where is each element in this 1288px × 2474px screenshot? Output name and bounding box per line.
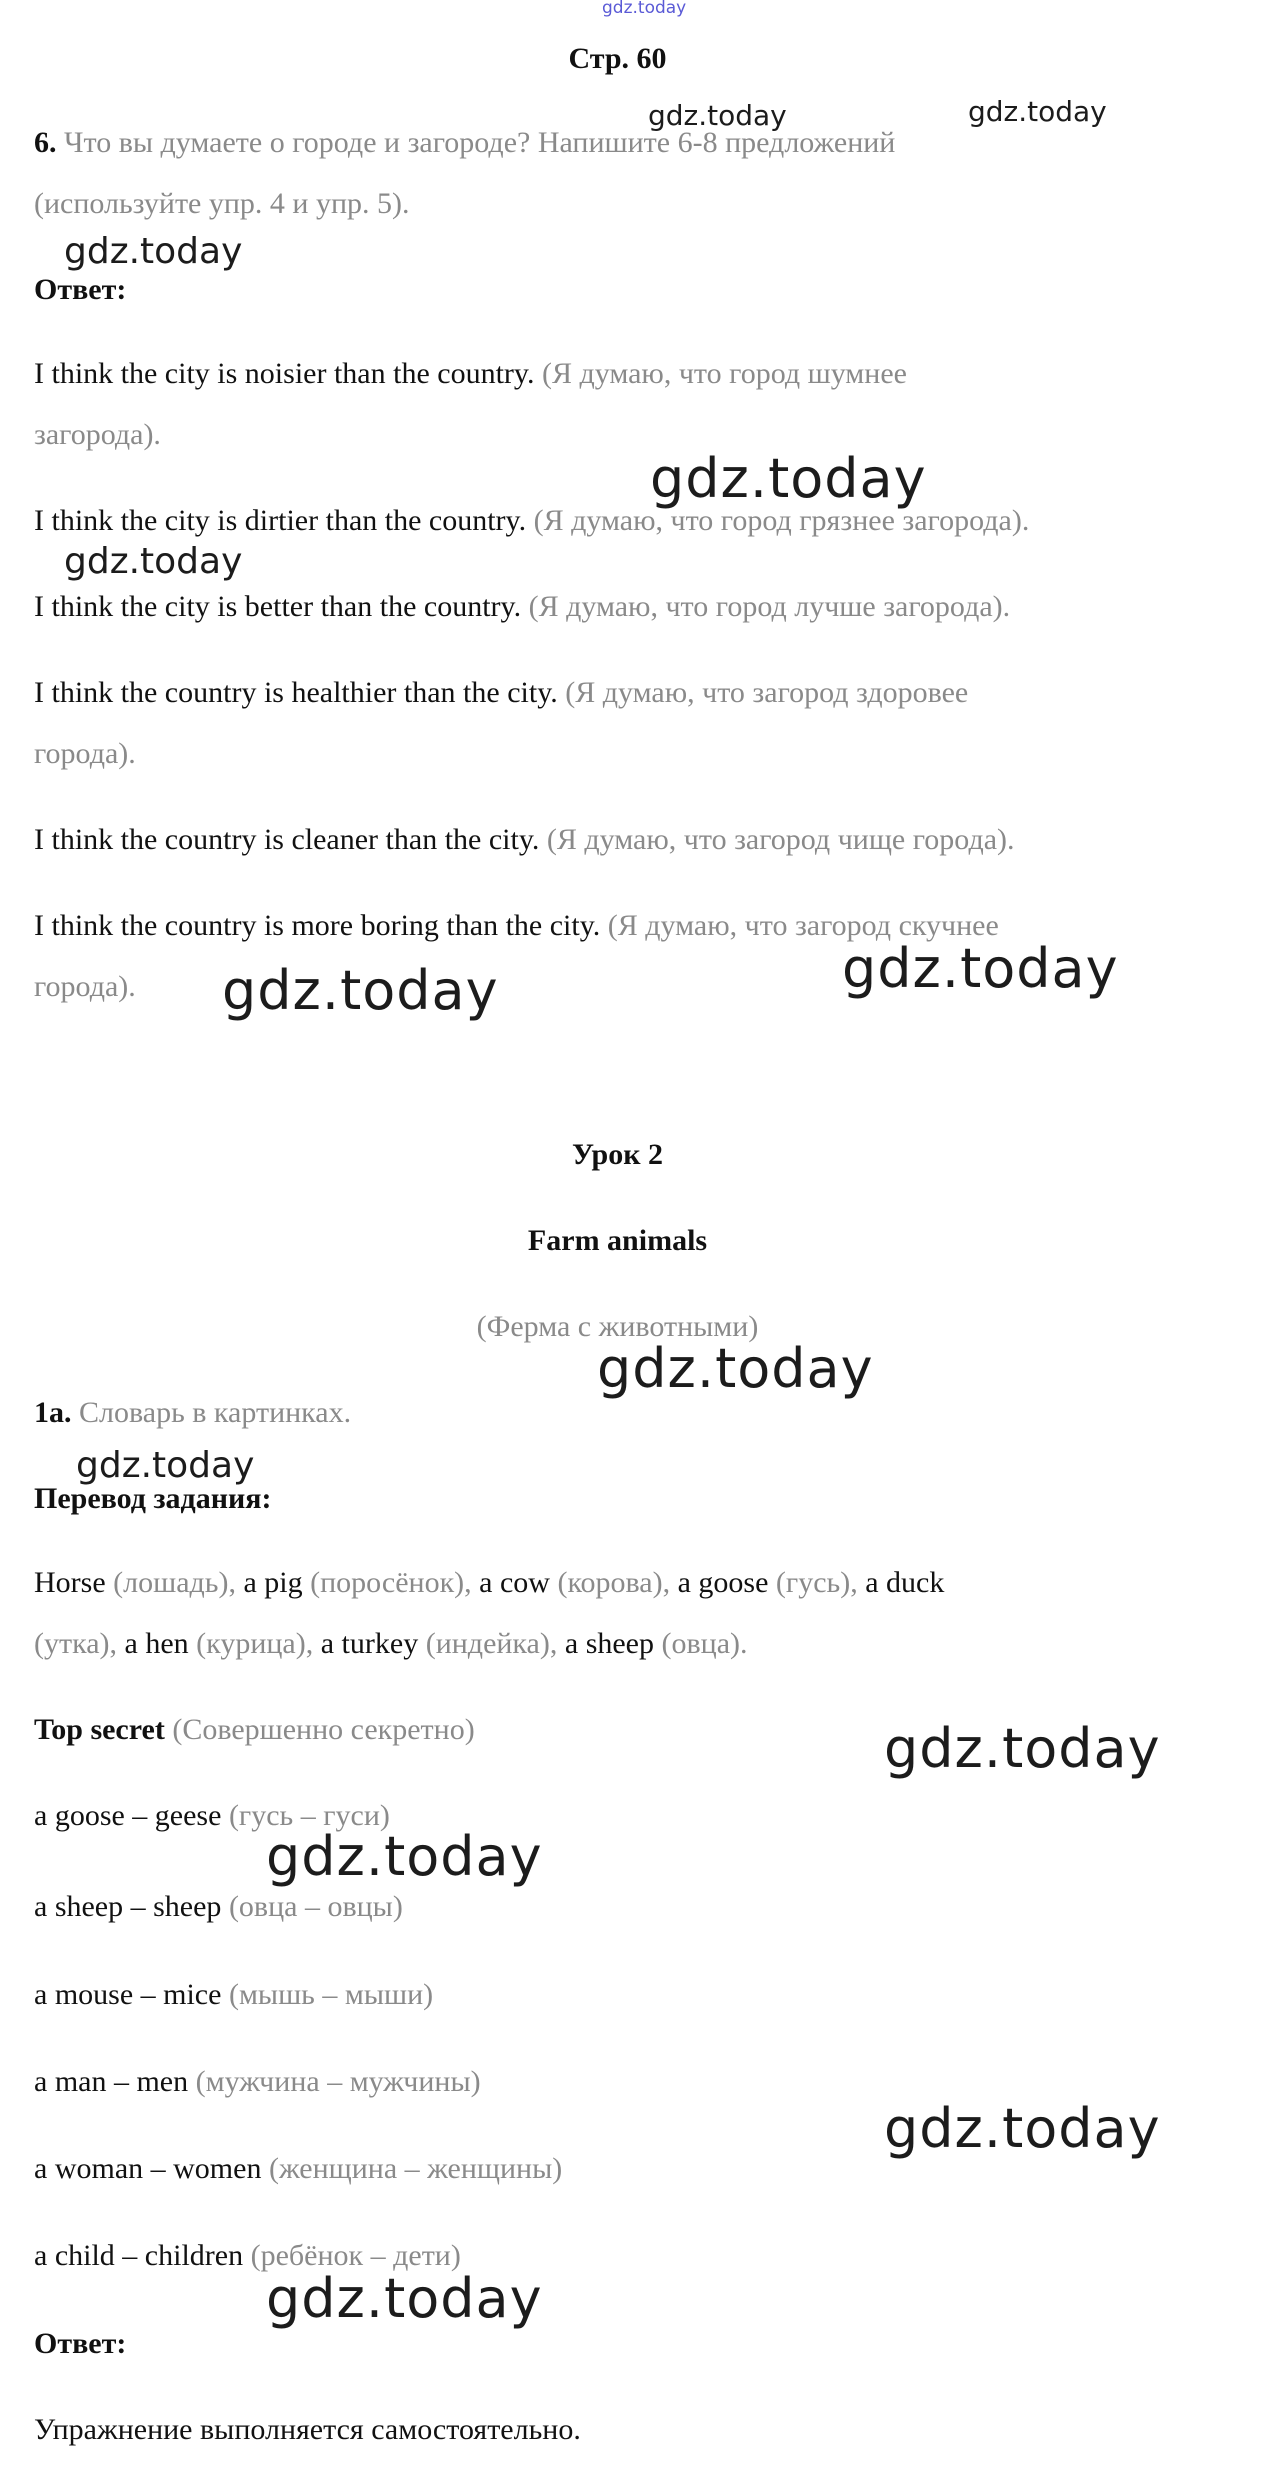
vocab-ru: (индейка),: [418, 1627, 565, 1660]
vocab-ru: (гусь),: [768, 1566, 866, 1599]
task1a: [34, 1396, 351, 1430]
answer-label-1: Ответ:: [34, 273, 127, 306]
sentence-en: I think the country is cleaner than the city.: [34, 823, 540, 856]
watermark: gdz.today: [266, 2267, 543, 2330]
vocab-ru: (лошадь),: [105, 1566, 244, 1599]
task6-line2: (используйте упр. 4 и упр. 5).: [34, 187, 410, 220]
sentence-ru: (Я думаю, что город лучше загорода).: [521, 590, 1011, 623]
top-secret: [34, 1713, 475, 1747]
watermark: gdz.today: [266, 1825, 543, 1888]
vocab-en: Horse: [34, 1566, 106, 1599]
vocab-en: a pig: [243, 1566, 303, 1599]
translation-label: Перевод задания:: [34, 1482, 272, 1515]
sentence-ru: (Я думаю, что загород здоровее: [557, 676, 969, 709]
watermark: gdz.today: [597, 1337, 874, 1400]
vocab-en: a turkey: [320, 1627, 419, 1660]
vocab-line-1: [34, 1566, 944, 1600]
plural-ru: (женщина – женщины): [261, 2152, 563, 2185]
sentence-en: I think the country is healthier than the city.: [34, 676, 558, 709]
watermark: gdz.today: [842, 937, 1119, 1000]
sentence-5: [34, 823, 1015, 857]
vocab-ru: (овца).: [654, 1627, 748, 1660]
sentence-ru: (Я думаю, что загород скучнее: [600, 909, 999, 942]
watermark: gdz.today: [650, 447, 927, 510]
watermark: gdz.today: [64, 231, 243, 272]
plural-ru: (овца – овцы): [221, 1890, 403, 1923]
sentence-1: [34, 357, 907, 391]
lesson-subtitle-ru: (Ферма с животными): [476, 1310, 759, 1343]
plural-en: a woman – women: [34, 2152, 262, 2185]
watermark: gdz.today: [76, 1445, 255, 1486]
vocab-ru: (утка),: [34, 1627, 125, 1660]
vocab-en: a hen: [124, 1627, 189, 1660]
plural-en: a goose – geese: [34, 1799, 222, 1832]
vocab-ru: (курица),: [188, 1627, 321, 1660]
lesson-subtitle: Farm animals: [527, 1224, 708, 1257]
vocab-en: a duck: [865, 1566, 945, 1599]
plural-ru: (гусь – гуси): [221, 1799, 390, 1832]
task6-number: 6.: [34, 126, 57, 159]
watermark: gdz.today: [222, 959, 499, 1022]
answer-label-2: Ответ:: [34, 2327, 127, 2360]
task6-text: Что вы думаете о городе и загороде? Напишите 6-8 предложений: [56, 126, 896, 159]
sentence-en: I think the city is better than the country.: [34, 590, 522, 623]
top-watermark-link[interactable]: gdz.today: [602, 0, 687, 18]
plural-row: [34, 2065, 481, 2099]
page-header: Стр. 60: [568, 42, 667, 75]
watermark: gdz.today: [968, 95, 1107, 128]
sentence-6-cont: города).: [34, 970, 136, 1003]
lesson-title: Урок 2: [571, 1138, 664, 1171]
vocab-en: a sheep: [564, 1627, 654, 1660]
sentence-en: I think the city is noisier than the country.: [34, 357, 535, 390]
watermark: gdz.today: [884, 1717, 1161, 1780]
sentence-3: [34, 590, 1010, 624]
sentence-en: I think the country is more boring than the city.: [34, 909, 601, 942]
plural-en: a sheep – sheep: [34, 1890, 222, 1923]
vocab-line-2: [34, 1627, 748, 1661]
plural-en: a child – children: [34, 2239, 244, 2272]
plural-en: a mouse – mice: [34, 1978, 222, 2011]
vocab-en: a cow: [479, 1566, 550, 1599]
top-secret-en: Top secret: [34, 1713, 165, 1746]
plural-ru: (мужчина – мужчины): [188, 2065, 481, 2098]
task1a-text: Словарь в картинках.: [71, 1396, 352, 1429]
sentence-ru: (Я думаю, что город грязнее загорода).: [526, 504, 1030, 537]
plural-row: [34, 1890, 403, 1924]
plural-ru: (ребёнок – дети): [243, 2239, 461, 2272]
sentence-4-cont: города).: [34, 737, 136, 770]
sentence-ru: (Я думаю, что загород чище города).: [539, 823, 1015, 856]
sentence-1-cont: загорода).: [34, 418, 161, 451]
watermark: gdz.today: [64, 541, 243, 582]
task1a-number: 1a.: [34, 1396, 72, 1429]
plural-row: [34, 2152, 562, 2186]
vocab-en: a goose: [677, 1566, 769, 1599]
vocab-ru: (поросёнок),: [302, 1566, 480, 1599]
sentence-4: [34, 676, 968, 710]
plural-row: [34, 1978, 433, 2012]
vocab-ru: (корова),: [549, 1566, 678, 1599]
watermark: gdz.today: [884, 2097, 1161, 2160]
sentence-en: I think the city is dirtier than the country.: [34, 504, 527, 537]
sentence-ru: (Я думаю, что город шумнее: [534, 357, 907, 390]
plural-ru: (мышь – мыши): [221, 1978, 434, 2011]
top-secret-ru: (Совершенно секретно): [164, 1713, 475, 1746]
plural-en: a man – men: [34, 2065, 189, 2098]
final-text: Упражнение выполняется самостоятельно.: [34, 2413, 581, 2446]
watermark: gdz.today: [648, 99, 787, 132]
